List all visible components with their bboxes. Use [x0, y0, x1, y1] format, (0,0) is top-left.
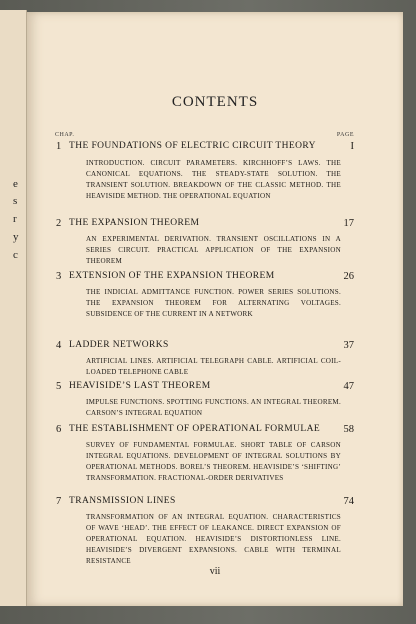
prev-page-letter: s	[13, 195, 18, 207]
contents-page	[27, 12, 403, 606]
chapter-description: ARTIFICIAL LINES. ARTIFICIAL TELEGRAPH CABLE. ARTIFICIAL COIL-LOADED TELEPHONE CABLE	[86, 357, 341, 377]
page-column-header: PAGE	[336, 132, 354, 138]
prev-page-letter: r	[13, 213, 17, 225]
chapter-page: 17	[343, 218, 354, 229]
chapter-title: TRANSMISSION LINES	[69, 496, 176, 506]
chapter-description: AN EXPERIMENTAL DERIVATION. TRANSIENT OSCILLATIONS IN A SERIES CIRCUIT. PRACTICAL APPLICATION OF THE EXPANSION THEOREM	[86, 235, 341, 266]
chapter-description: SURVEY OF FUNDAMENTAL FORMULAE. SHORT TABLE OF CARSON INTEGRAL EQUATIONS. DEVELOPMENT OF INTEGRAL SOLUTIONS BY OPERATIONAL METHODS. BOREL’S THEOREM. HEAVISIDE’S ‘SHIFTING’ TRANSFORMATION. FRACTIONAL-ORDER DERIVATIVES	[86, 441, 341, 483]
chapter-page: 58	[343, 424, 354, 435]
chapter-title: THE ESTABLISHMENT OF OPERATIONAL FORMULAE	[69, 424, 321, 434]
previous-page-edge	[0, 10, 27, 606]
chapter-page: 37	[343, 340, 354, 351]
chapter-title: THE FOUNDATIONS OF ELECTRIC CIRCUIT THEORY	[69, 141, 316, 151]
chapter-number: 1	[56, 141, 62, 152]
chapter-number: 4	[56, 340, 62, 351]
chapter-number: 3	[56, 271, 62, 282]
chapter-description: INTRODUCTION. CIRCUIT PARAMETERS. KIRCHHOFF’S LAWS. THE CANONICAL EQUATIONS. THE STEADY-STATE SOLUTION. THE TRANSIENT SOLUTION. BREAKDOWN OF THE CLASSIC METHOD. THE HEAVISIDE METHOD. THE OPERATIONAL EQUATION	[86, 159, 341, 201]
chapter-number: 7	[56, 496, 62, 507]
chapter-description: TRANSFORMATION OF AN INTEGRAL EQUATION. CHARACTERISTICS OF WAVE ‘HEAD’. THE EFFECT OF LEAKANCE. DIRECT EXPANSION OF OPERATIONAL EQUATION. HEAVISIDE’S DISTORTIONLESS LINE. HEAVISIDE’S DIVERGENT EXPANSIONS. CABLE WITH TERMINAL RESISTANCE	[86, 513, 341, 566]
chapter-description: IMPULSE FUNCTIONS. SPOTTING FUNCTIONS. AN INTEGRAL THEOREM. CARSON’S INTEGRAL EQUATION	[86, 398, 341, 418]
chapter-number: 2	[56, 218, 62, 229]
prev-page-letter: y	[13, 231, 19, 243]
prev-page-letter: e	[13, 178, 18, 190]
chap-column-header: CHAP.	[55, 132, 75, 138]
chapter-title: HEAVISIDE’S LAST THEOREM	[69, 381, 211, 391]
page-folio: vii	[209, 566, 221, 577]
chapter-page: 26	[343, 271, 354, 282]
prev-page-letter: c	[13, 249, 18, 261]
chapter-number: 6	[56, 424, 62, 435]
chapter-title: THE EXPANSION THEOREM	[69, 218, 200, 228]
chapter-page: 47	[343, 381, 354, 392]
chapter-page: 74	[343, 496, 354, 507]
chapter-number: 5	[56, 381, 62, 392]
chapter-title: LADDER NETWORKS	[69, 340, 169, 350]
chapter-page: I	[350, 141, 354, 152]
page-title: CONTENTS	[171, 94, 259, 110]
chapter-title: EXTENSION OF THE EXPANSION THEOREM	[69, 271, 275, 281]
chapter-description: THE INDICIAL ADMITTANCE FUNCTION. POWER SERIES SOLUTIONS. THE EXPANSION THEOREM FOR ALTERNATING VOLTAGES. SUBSIDENCE OF THE CURRENT IN A NETWORK	[86, 288, 341, 319]
